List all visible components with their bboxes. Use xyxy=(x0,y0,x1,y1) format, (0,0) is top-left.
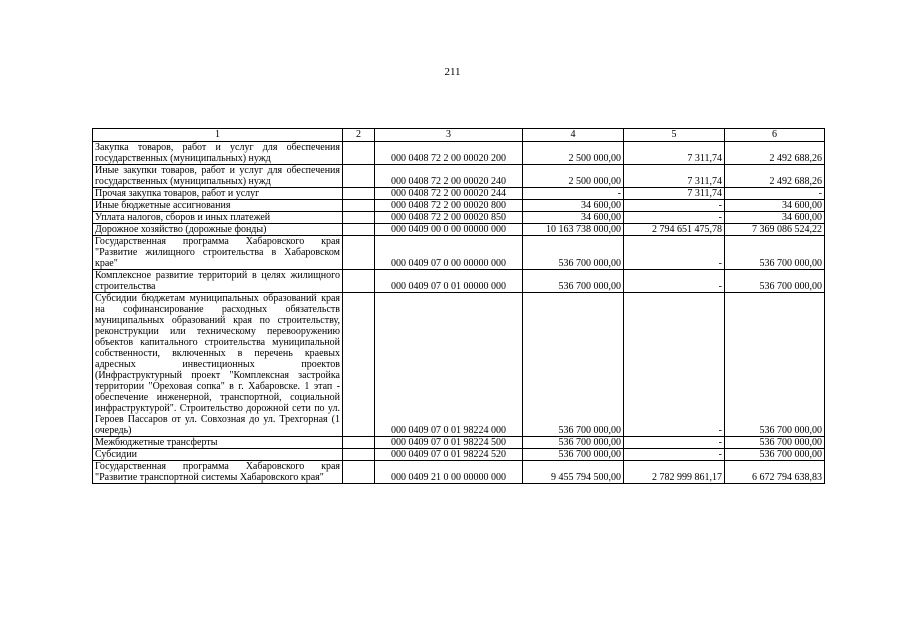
row-value-5-cell: - xyxy=(624,212,725,224)
row-name-cell: Субсидии бюджетам муниципальных образований края на софинансирование расходных обязательств муниципальных образований края по строительству, реконструкции или техническому перевооружению объектов капитального строительства муниципальной собственности, включенных в перечень краевых адресных инвестиционных проектов (Инфраструктурный проект "Комплексная застройка территории "Ореховая сопка" в г. Хабаровске. 1 этап - обеспечение инженерной, транспортной, социальной инфраструктурой". Строительство дорожной сети по ул. Героев Пассаров от ул. Совхозная до ул. Трехгорная (1 очередь) xyxy=(93,293,343,437)
row-value-4-cell: 9 455 794 500,00 xyxy=(523,461,624,484)
table-row xyxy=(93,224,825,236)
row-col2-cell xyxy=(343,200,375,212)
table-row xyxy=(93,449,825,461)
row-name-cell: Иные закупки товаров, работ и услуг для обеспечения государственных (муниципальных) нужд xyxy=(93,165,343,188)
budget-table xyxy=(92,128,825,484)
row-value-4-cell: 2 500 000,00 xyxy=(523,142,624,165)
row-value-6-cell: 2 492 688,26 xyxy=(725,142,825,165)
budget-table-body xyxy=(93,129,825,484)
row-value-6-cell: 536 700 000,00 xyxy=(725,236,825,270)
row-value-6-cell: 536 700 000,00 xyxy=(725,437,825,449)
row-col2-cell xyxy=(343,461,375,484)
header-cell-1: 1 xyxy=(93,129,343,142)
row-value-5-cell: 2 782 999 861,17 xyxy=(624,461,725,484)
row-value-4-cell: - xyxy=(523,188,624,200)
row-value-4-cell: 536 700 000,00 xyxy=(523,270,624,293)
row-name-cell: Уплата налогов, сборов и иных платежей xyxy=(93,212,343,224)
row-name-cell: Государственная программа Хабаровского края "Развитие жилищного строительства в Хабаровском крае" xyxy=(93,236,343,270)
row-value-6-cell: 536 700 000,00 xyxy=(725,270,825,293)
table-row xyxy=(93,236,825,270)
row-value-5-cell: 7 311,74 xyxy=(624,165,725,188)
table-row xyxy=(93,200,825,212)
table-row xyxy=(93,461,825,484)
table-row xyxy=(93,270,825,293)
row-value-6-cell: 34 600,00 xyxy=(725,200,825,212)
row-value-4-cell: 2 500 000,00 xyxy=(523,165,624,188)
row-value-6-cell: 2 492 688,26 xyxy=(725,165,825,188)
header-cell-3: 3 xyxy=(375,129,523,142)
header-cell-5: 5 xyxy=(624,129,725,142)
row-value-5-cell: - xyxy=(624,437,725,449)
header-cell-6: 6 xyxy=(725,129,825,142)
row-col2-cell xyxy=(343,188,375,200)
row-code-cell: 000 0409 07 0 01 00000 000 xyxy=(375,270,523,293)
row-value-6-cell: - xyxy=(725,188,825,200)
row-code-cell: 000 0408 72 2 00 00020 244 xyxy=(375,188,523,200)
row-code-cell: 000 0409 21 0 00 00000 000 xyxy=(375,461,523,484)
row-value-4-cell: 536 700 000,00 xyxy=(523,236,624,270)
row-name-cell: Иные бюджетные ассигнования xyxy=(93,200,343,212)
row-code-cell: 000 0408 72 2 00 00020 800 xyxy=(375,200,523,212)
row-code-cell: 000 0409 07 0 01 98224 500 xyxy=(375,437,523,449)
table-row xyxy=(93,142,825,165)
row-value-6-cell: 7 369 086 524,22 xyxy=(725,224,825,236)
row-code-cell: 000 0409 07 0 01 98224 000 xyxy=(375,293,523,437)
row-name-cell: Дорожное хозяйство (дорожные фонды) xyxy=(93,224,343,236)
row-value-5-cell: - xyxy=(624,236,725,270)
row-col2-cell xyxy=(343,224,375,236)
row-name-cell: Закупка товаров, работ и услуг для обеспечения государственных (муниципальных) нужд xyxy=(93,142,343,165)
row-col2-cell xyxy=(343,449,375,461)
row-name-cell: Субсидии xyxy=(93,449,343,461)
row-name-cell: Межбюджетные трансферты xyxy=(93,437,343,449)
row-code-cell: 000 0409 07 0 01 98224 520 xyxy=(375,449,523,461)
row-value-5-cell: - xyxy=(624,200,725,212)
table-row xyxy=(93,293,825,437)
row-col2-cell xyxy=(343,165,375,188)
row-col2-cell xyxy=(343,142,375,165)
row-code-cell: 000 0409 07 0 00 00000 000 xyxy=(375,236,523,270)
row-value-5-cell: - xyxy=(624,270,725,293)
row-value-5-cell: - xyxy=(624,449,725,461)
row-value-5-cell: 7 311,74 xyxy=(624,142,725,165)
page-number: 211 xyxy=(444,66,461,78)
table-row xyxy=(93,437,825,449)
table-row xyxy=(93,188,825,200)
row-col2-cell xyxy=(343,293,375,437)
table-row xyxy=(93,165,825,188)
row-value-6-cell: 536 700 000,00 xyxy=(725,293,825,437)
row-col2-cell xyxy=(343,212,375,224)
row-value-4-cell: 536 700 000,00 xyxy=(523,437,624,449)
row-value-4-cell: 536 700 000,00 xyxy=(523,293,624,437)
row-value-5-cell: - xyxy=(624,293,725,437)
row-value-6-cell: 34 600,00 xyxy=(725,212,825,224)
row-value-4-cell: 34 600,00 xyxy=(523,212,624,224)
row-value-6-cell: 536 700 000,00 xyxy=(725,449,825,461)
row-col2-cell xyxy=(343,437,375,449)
row-value-5-cell: 7 311,74 xyxy=(624,188,725,200)
row-code-cell: 000 0409 00 0 00 00000 000 xyxy=(375,224,523,236)
row-name-cell: Комплексное развитие территорий в целях жилищного строительства xyxy=(93,270,343,293)
row-value-5-cell: 2 794 651 475,78 xyxy=(624,224,725,236)
row-col2-cell xyxy=(343,270,375,293)
row-value-4-cell: 536 700 000,00 xyxy=(523,449,624,461)
row-col2-cell xyxy=(343,236,375,270)
row-name-cell: Государственная программа Хабаровского края "Развитие транспортной системы Хабаровского края" xyxy=(93,461,343,484)
row-code-cell: 000 0408 72 2 00 00020 200 xyxy=(375,142,523,165)
header-row xyxy=(93,129,825,142)
header-cell-2: 2 xyxy=(343,129,375,142)
header-cell-4: 4 xyxy=(523,129,624,142)
row-value-4-cell: 34 600,00 xyxy=(523,200,624,212)
row-value-4-cell: 10 163 738 000,00 xyxy=(523,224,624,236)
row-code-cell: 000 0408 72 2 00 00020 240 xyxy=(375,165,523,188)
row-code-cell: 000 0408 72 2 00 00020 850 xyxy=(375,212,523,224)
row-name-cell: Прочая закупка товаров, работ и услуг xyxy=(93,188,343,200)
row-value-6-cell: 6 672 794 638,83 xyxy=(725,461,825,484)
table-row xyxy=(93,212,825,224)
